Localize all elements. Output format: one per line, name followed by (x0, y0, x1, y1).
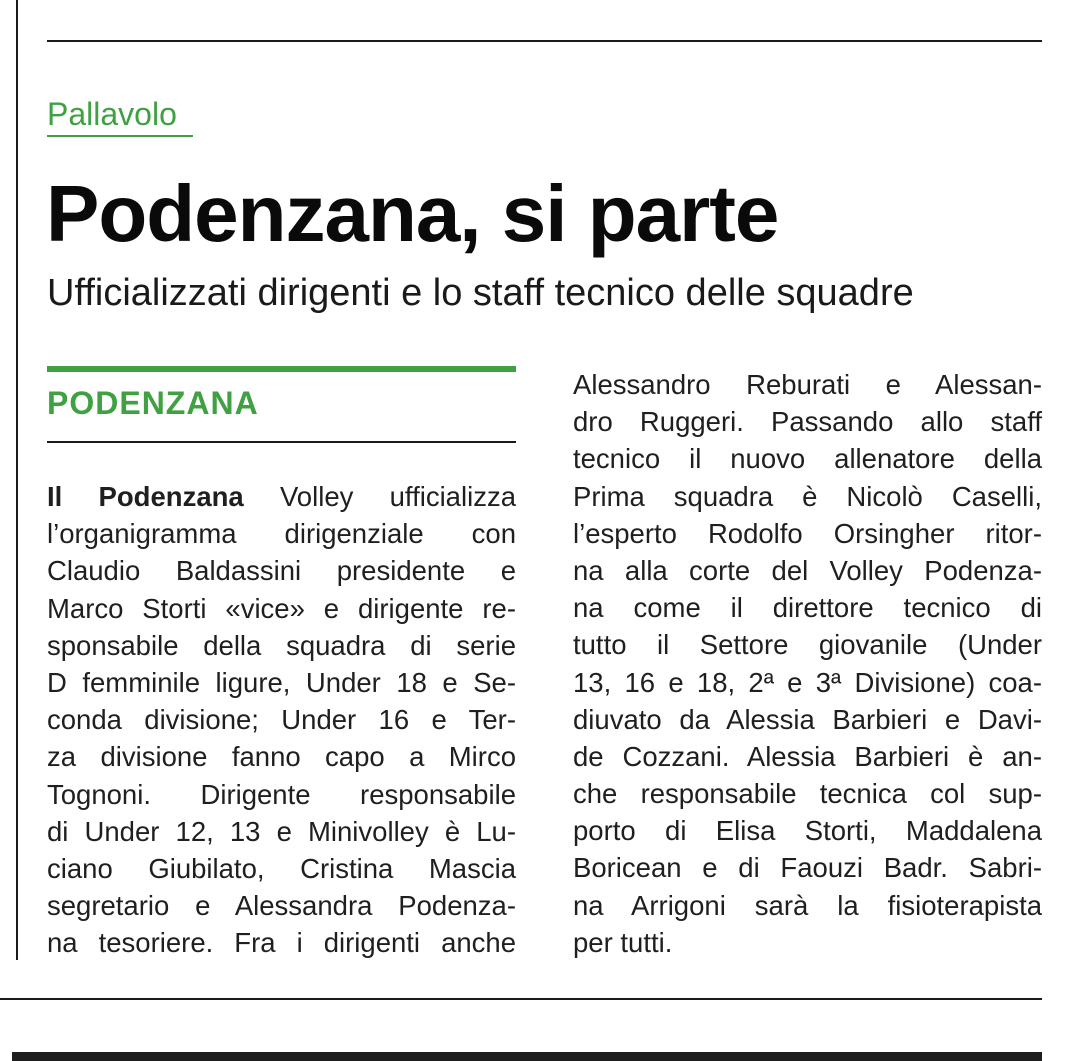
body-line: tutto il Settore giovanile (Under (573, 629, 1042, 661)
section-accent-bar (47, 366, 516, 372)
body-line: de Cozzani. Alessia Barbieri è an- (573, 740, 1042, 772)
kicker-underline (47, 135, 193, 137)
body-line: Marco Storti «vice» e dirigente re- (47, 592, 516, 624)
section-kicker: Pallavolo (47, 96, 177, 132)
body-line: segretario e Alessandra Podenza- (47, 890, 516, 922)
body-column-left (47, 478, 516, 961)
body-line: diuvato da Alessia Barbieri e Davi- (573, 703, 1042, 735)
bottom-rule (0, 998, 1042, 1000)
lead-bold-text: Il Podenzana (47, 481, 244, 512)
body-line: conda divisione; Under 16 e Ter- (47, 704, 516, 736)
body-line: 13, 16 e 18, 2ª e 3ª Divisione) coa- (573, 666, 1042, 698)
body-line-last: per tutti. (573, 926, 673, 958)
body-line: Boricean e di Faouzi Badr. Sabri- (573, 852, 1042, 884)
body-line: Tognoni. Dirigente responsabile (47, 778, 516, 810)
subheadline: Ufficializzati dirigenti e lo staff tecnico delle squadre (47, 272, 914, 314)
body-line: na tesoriere. Fra i dirigenti anche (47, 927, 516, 959)
body-line: sponsabile della squadra di serie (47, 629, 516, 661)
body-line: za divisione fanno capo a Mirco (47, 741, 516, 773)
body-line: che responsabile tecnica col sup- (573, 778, 1042, 810)
body-line: na alla corte del Volley Podenza- (573, 554, 1042, 586)
column-divider-rule (16, 0, 18, 960)
body-line: D femminile ligure, Under 18 e Se- (47, 666, 516, 698)
body-line: ciano Giubilato, Cristina Mascia (47, 852, 516, 884)
top-rule (47, 40, 1042, 42)
section-label: PODENZANA (47, 385, 259, 421)
body-column-right (573, 366, 1042, 961)
body-line: di Under 12, 13 e Minivolley è Lu- (47, 815, 516, 847)
section-underline (47, 441, 516, 443)
body-line: tecnico il nuovo allenatore della (573, 443, 1042, 475)
next-article-edge (12, 1052, 1042, 1061)
body-line: l’esperto Rodolfo Orsingher ritor- (573, 517, 1042, 549)
body-line: Prima squadra è Nicolò Caselli, (573, 480, 1042, 512)
body-line (47, 478, 516, 515)
body-line: na come il direttore tecnico di (573, 592, 1042, 624)
body-line: na Arrigoni sarà la fisioterapista (573, 889, 1042, 921)
body-line: porto di Elisa Storti, Maddalena (573, 815, 1042, 847)
body-line: l’organigramma dirigenziale con (47, 518, 516, 550)
body-line: Alessandro Reburati e Alessan- (573, 369, 1042, 400)
body-line: dro Ruggeri. Passando allo staff (573, 406, 1042, 438)
body-text: Volley ufficializza (243, 481, 516, 512)
headline: Podenzana, si parte (46, 169, 779, 258)
body-line: Claudio Baldassini presidente e (47, 555, 516, 587)
